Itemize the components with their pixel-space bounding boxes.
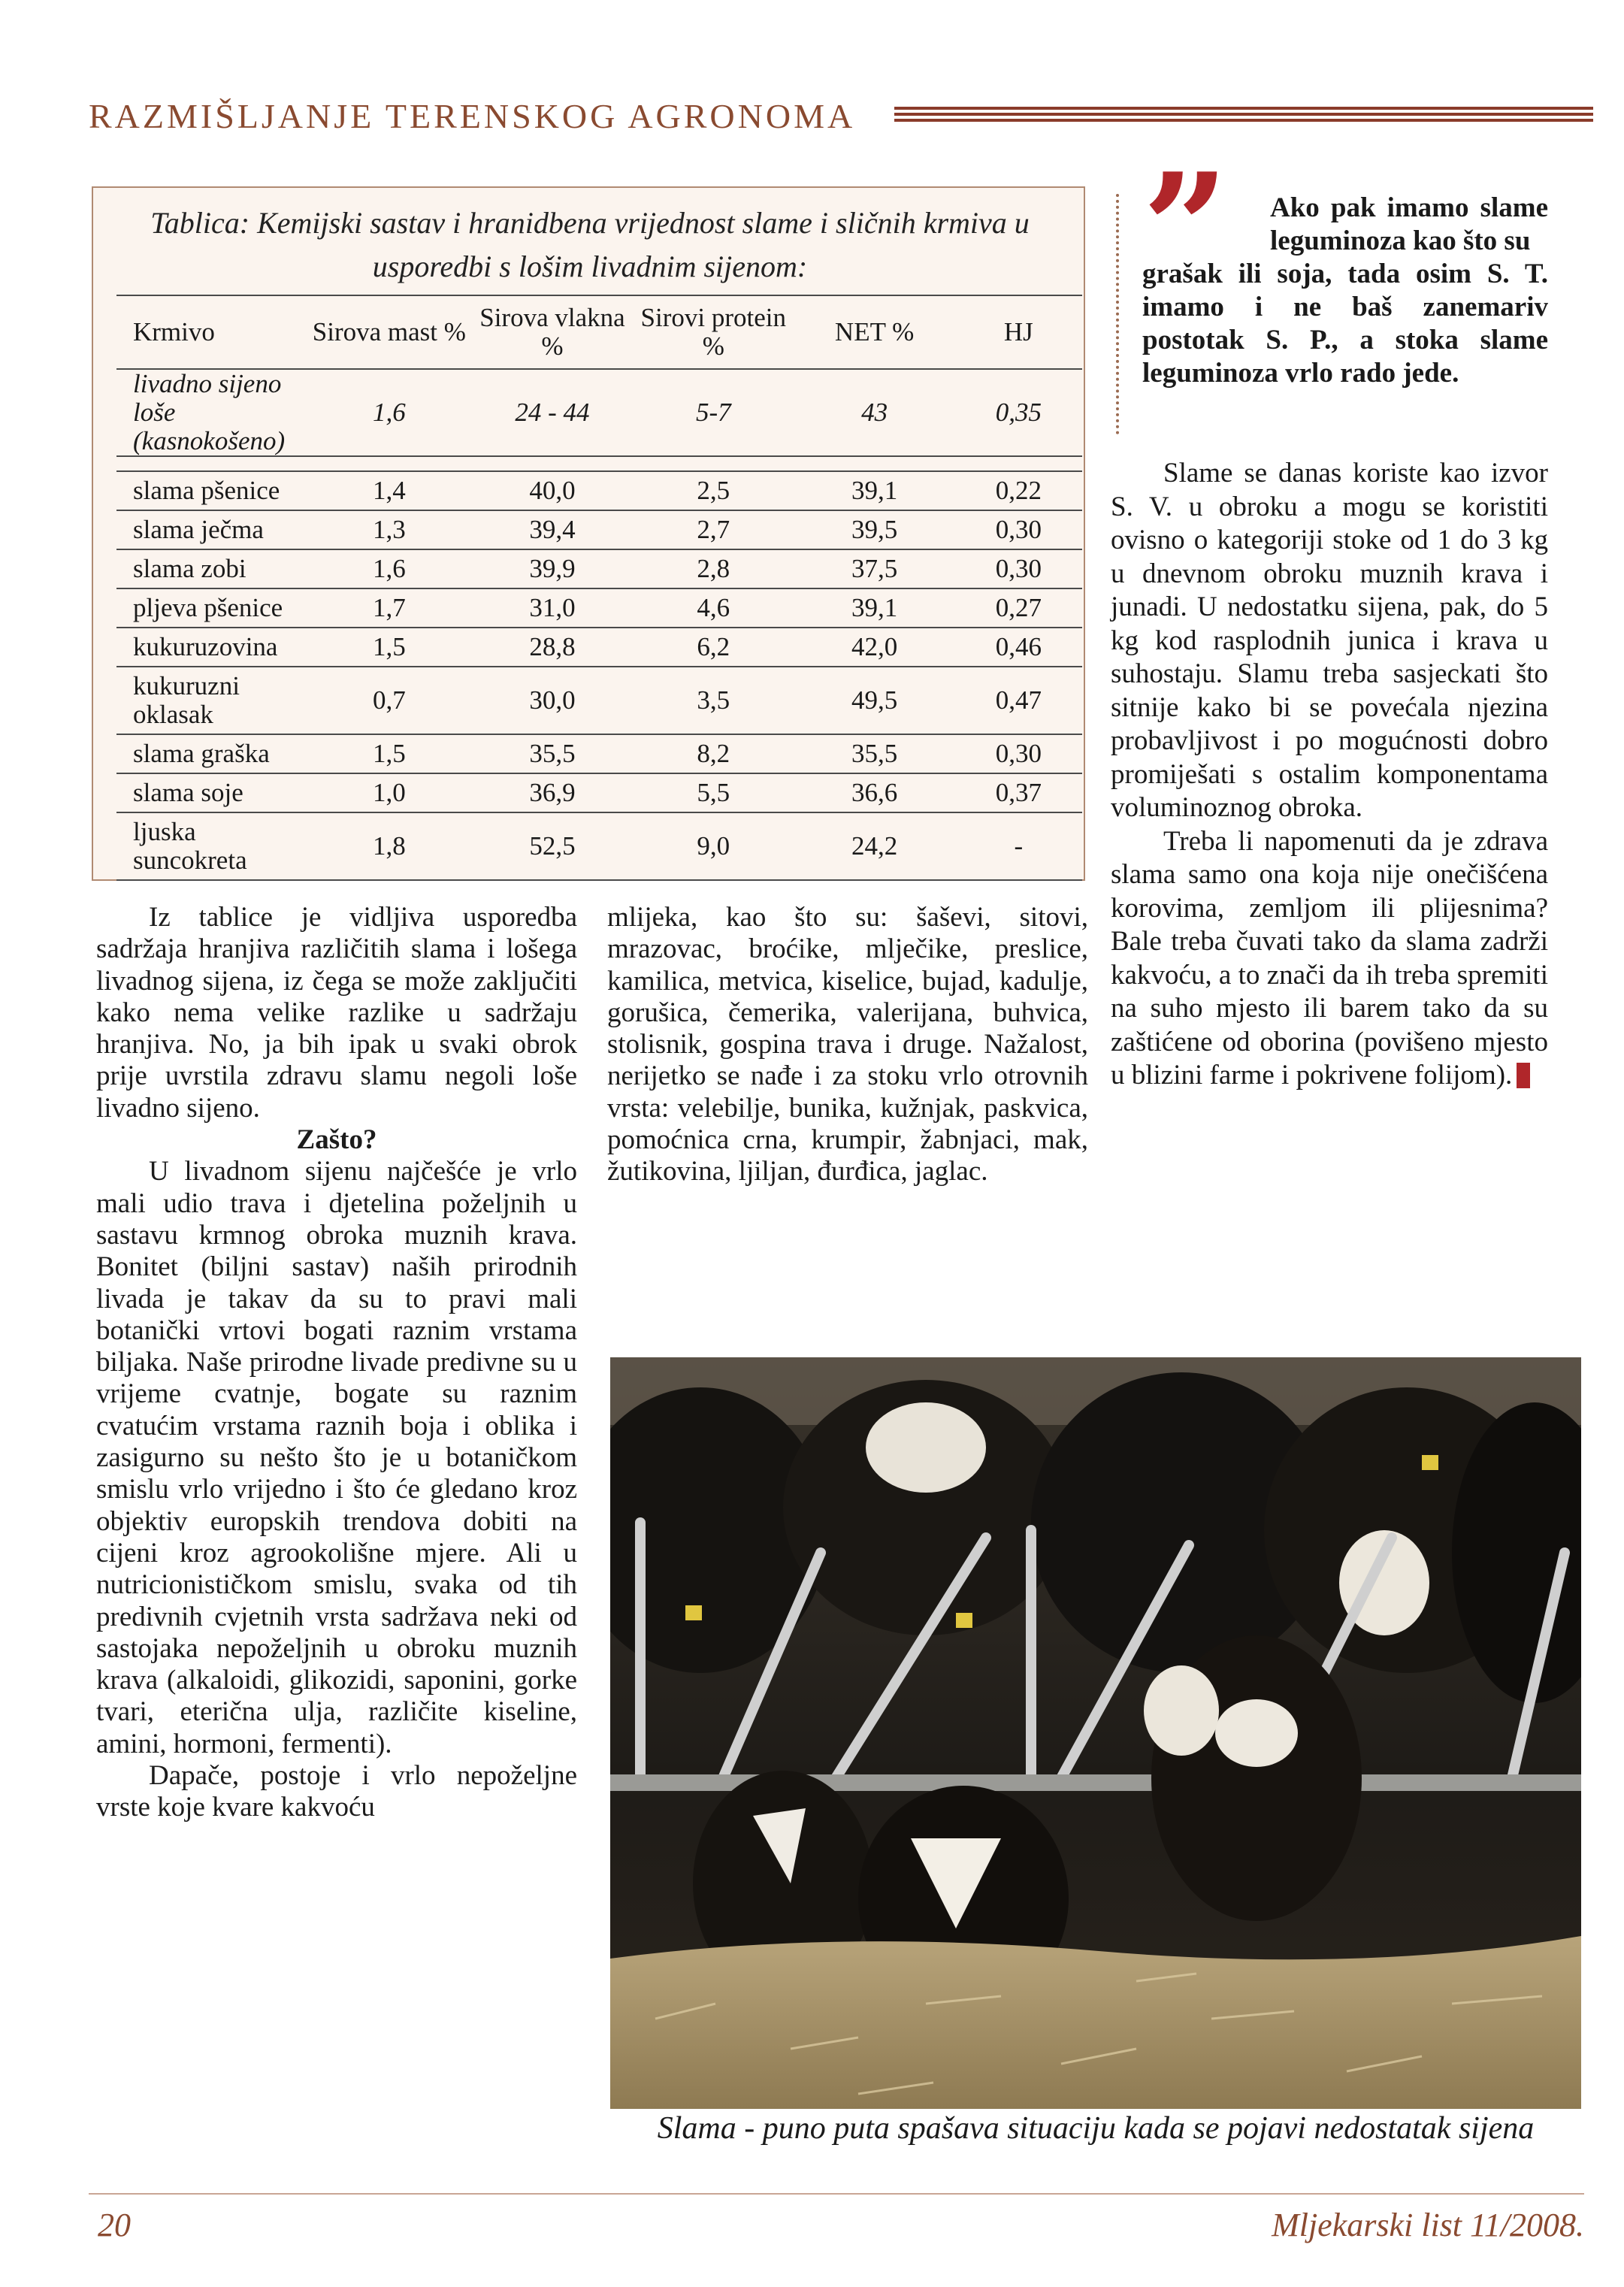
- article-column-3: [1111, 457, 1548, 1093]
- table-cell: 52,5: [472, 812, 633, 880]
- table-cell: 5,5: [633, 773, 794, 812]
- table-cell: livadno sijeno loše (kasnokošeno): [116, 369, 307, 456]
- table-cell: slama soje: [116, 773, 307, 812]
- table-cell: 5-7: [633, 369, 794, 456]
- table-cell: 0,35: [955, 369, 1082, 456]
- table-cell: 39,5: [794, 510, 954, 549]
- table-cell: 1,6: [307, 369, 472, 456]
- header-rule: [894, 107, 1593, 129]
- table-cell: 40,0: [472, 471, 633, 510]
- table-row: [116, 773, 1082, 812]
- table-cell: 39,1: [794, 471, 954, 510]
- article-column-2: [607, 902, 1088, 1188]
- table-cell: 0,47: [955, 667, 1082, 734]
- photo-caption: Slama - puno puta spašava situaciju kada se pojavi nedostatak sijena: [657, 2111, 1535, 2146]
- table-header-cell: Sirova vlakna %: [472, 295, 633, 369]
- table-cell: 0,22: [955, 471, 1082, 510]
- paragraph: mlijeka, kao što su: šaševi, sitovi, mrazovac, broćike, mlječike, preslice, kamilica, metvica, kiselice, bujad, kadulje, gorušica, čemerika, valerijana, buhvica, stolisnik, gospina trava i druge. Nažalost, nerijetko se nađe i za stoku vrlo otrovnih vrsta: velebilje, bunika, kužnjak, paskvica, pomoćnica crna, krumpir, žabnjaci, mak, žutikovina, ljiljan, đurđica, jaglac.: [607, 902, 1088, 1187]
- paragraph: [1111, 825, 1548, 1093]
- table-cell: 49,5: [794, 667, 954, 734]
- table-cell: 4,6: [633, 588, 794, 628]
- table-cell: 30,0: [472, 667, 633, 734]
- table-cell: 28,8: [472, 628, 633, 667]
- table-cell: 37,5: [794, 549, 954, 588]
- table-row: [116, 734, 1082, 773]
- table-header-cell: Krmivo: [116, 295, 307, 369]
- table-cell: kukuruzni oklasak: [116, 667, 307, 734]
- table-row: [116, 812, 1082, 880]
- table-cell: 0,37: [955, 773, 1082, 812]
- end-mark-icon: [1517, 1063, 1530, 1088]
- table-cell: -: [955, 812, 1082, 880]
- table-cell: 8,2: [633, 734, 794, 773]
- table-row: [116, 369, 1082, 456]
- table-cell: 35,5: [472, 734, 633, 773]
- table-spacer: [116, 456, 1082, 471]
- table-cell: slama graška: [116, 734, 307, 773]
- paragraph: U livadnom sijenu najčešće je vrlo mali udio trava i djetelina poželjnih u sastavu krmnog obroka muznih krava. Bonitet (biljni sastav) naših prirodnih livada je takav da su to pravi mali botanički vrtovi bogati raznim vrstama biljaka. Naše prirodne livade predivne su u vrijeme cvatnje, bogate su raznim cvatućim vrstama raznih boja i oblika i zasigurno su nešto što je u botaničkom smislu vrlo vrijedno i što će gledano kroz objektiv europskih trendova dobiti na cijeni kroz agrookolišne mjere. Ali u nutricionističkom smislu, svaka od tih predivnih cvjetnih vrsta sadržava neki od sastojaka nepoželjnih u obroku muznih krava (alkaloidi, glikozidi, saponini, gorke tvari, eterična ulja, različite kiseline, amini, hormoni, fermenti).: [96, 1156, 577, 1759]
- table-cell: 0,30: [955, 734, 1082, 773]
- table-cell: 1,5: [307, 734, 472, 773]
- table-cell: 1,7: [307, 588, 472, 628]
- table-cell: 42,0: [794, 628, 954, 667]
- table-row: [116, 667, 1082, 734]
- table-cell: 2,8: [633, 549, 794, 588]
- table-row: [116, 549, 1082, 588]
- table-cell: slama ječma: [116, 510, 307, 549]
- table-cell: slama zobi: [116, 549, 307, 588]
- nutrition-table: [116, 295, 1082, 881]
- table-header-cell: Sirovi protein %: [633, 295, 794, 369]
- table-cell: slama pšenice: [116, 471, 307, 510]
- table-cell: 39,9: [472, 549, 633, 588]
- table-cell: pljeva pšenice: [116, 588, 307, 628]
- table-cell: 35,5: [794, 734, 954, 773]
- table-row: [116, 588, 1082, 628]
- subheading: Zašto?: [296, 1124, 377, 1156]
- table-cell: 0,30: [955, 549, 1082, 588]
- table-cell: 1,0: [307, 773, 472, 812]
- table-cell: 9,0: [633, 812, 794, 880]
- paragraph-text: Treba li napomenuti da je zdrava slama samo ona koja nije onečišćena korovima, zemljom ili plijesnima? Bale treba čuvati tako da slama zadrži kakvoću, a to znači da ih treba spremiti na suho mjesto ili barem tako da su zaštićene od oborina (povišeno mjesto u blizini farme i pokrivene folijom).: [1111, 825, 1548, 1091]
- table-cell: 39,1: [794, 588, 954, 628]
- magazine-name: Mljekarski list 11/2008.: [1272, 2207, 1584, 2243]
- table-header-cell: NET %: [794, 295, 954, 369]
- quote-mark-icon: ”: [1142, 141, 1229, 317]
- article-column-1: [96, 902, 577, 1824]
- table-header-cell: HJ: [955, 295, 1082, 369]
- pull-quote: [1142, 192, 1548, 390]
- section-header: RAZMIŠLJANJE TERENSKOG AGRONOMA: [89, 97, 856, 135]
- table-header-row: [116, 295, 1082, 369]
- table-cell: kukuruzovina: [116, 628, 307, 667]
- table-cell: 31,0: [472, 588, 633, 628]
- table-cell: 0,30: [955, 510, 1082, 549]
- paragraph: Slame se danas koriste kao izvor S. V. u obroku a mogu se koristiti ovisno o kategoriji stoke od 1 do 3 kg u dnevnom obroku muznih krava i junadi. U nedostatku sijena, pak, do 5 kg kod rasplodnih junica i krava u suhostaju. Slamu treba sasjeckati što sitnije kako bi se povećala njezina probavljivost i po mogućnosti dobro promiješati s ostalim komponentama voluminoznog obroka.: [1111, 458, 1548, 823]
- table-row: [116, 628, 1082, 667]
- table-cell: 43: [794, 369, 954, 456]
- paragraph: Iz tablice je vidljiva usporedba sadržaja hranjiva različitih slama i lošega livadnog sijena, iz čega se može zaključiti kako nema velike razlike u sadržaju hranjiva. No, ja bih ipak u svaki obrok prije uvrstila zdravu slamu negoli loše livadno sijeno.: [96, 902, 577, 1124]
- table-cell: 6,2: [633, 628, 794, 667]
- table-cell: 3,5: [633, 667, 794, 734]
- table-cell: 39,4: [472, 510, 633, 549]
- pull-quote-rest: grašak ili soja, tada osim S. T. imamo i ne baš zanemariv postotak S. P., a stoka slame leguminoza vrlo rado jede.: [1142, 259, 1548, 389]
- table-cell: ljuska suncokreta: [116, 812, 307, 880]
- table-cell: 24,2: [794, 812, 954, 880]
- table-row: [116, 471, 1082, 510]
- footer-rule: [89, 2193, 1584, 2195]
- table-cell: 2,7: [633, 510, 794, 549]
- page-number: 20: [98, 2207, 131, 2243]
- table-caption: Tablica: Kemijski sastav i hranidbena vrijednost slame i sličnih krmiva u usporedbi s lošim livadnim sijenom:: [150, 206, 1030, 283]
- table-cell: 1,3: [307, 510, 472, 549]
- table-cell: 1,5: [307, 628, 472, 667]
- pull-quote-lead: Ako pak imamo slame leguminoza kao što su: [1270, 192, 1548, 256]
- cows-photo: [610, 1357, 1581, 2109]
- table-cell: 0,7: [307, 667, 472, 734]
- table-cell: 24 - 44: [472, 369, 633, 456]
- table-cell: 2,5: [633, 471, 794, 510]
- table-cell: 0,46: [955, 628, 1082, 667]
- paragraph: Dapače, postoje i vrlo nepoželjne vrste koje kvare kakvoću: [96, 1760, 577, 1823]
- table-cell: 36,6: [794, 773, 954, 812]
- table-cell: 36,9: [472, 773, 633, 812]
- quote-divider: [1116, 194, 1120, 434]
- table-cell: 1,6: [307, 549, 472, 588]
- table-header-cell: Sirova mast %: [307, 295, 472, 369]
- table-cell: 1,4: [307, 471, 472, 510]
- table-row: [116, 510, 1082, 549]
- table-cell: 0,27: [955, 588, 1082, 628]
- table-cell: 1,8: [307, 812, 472, 880]
